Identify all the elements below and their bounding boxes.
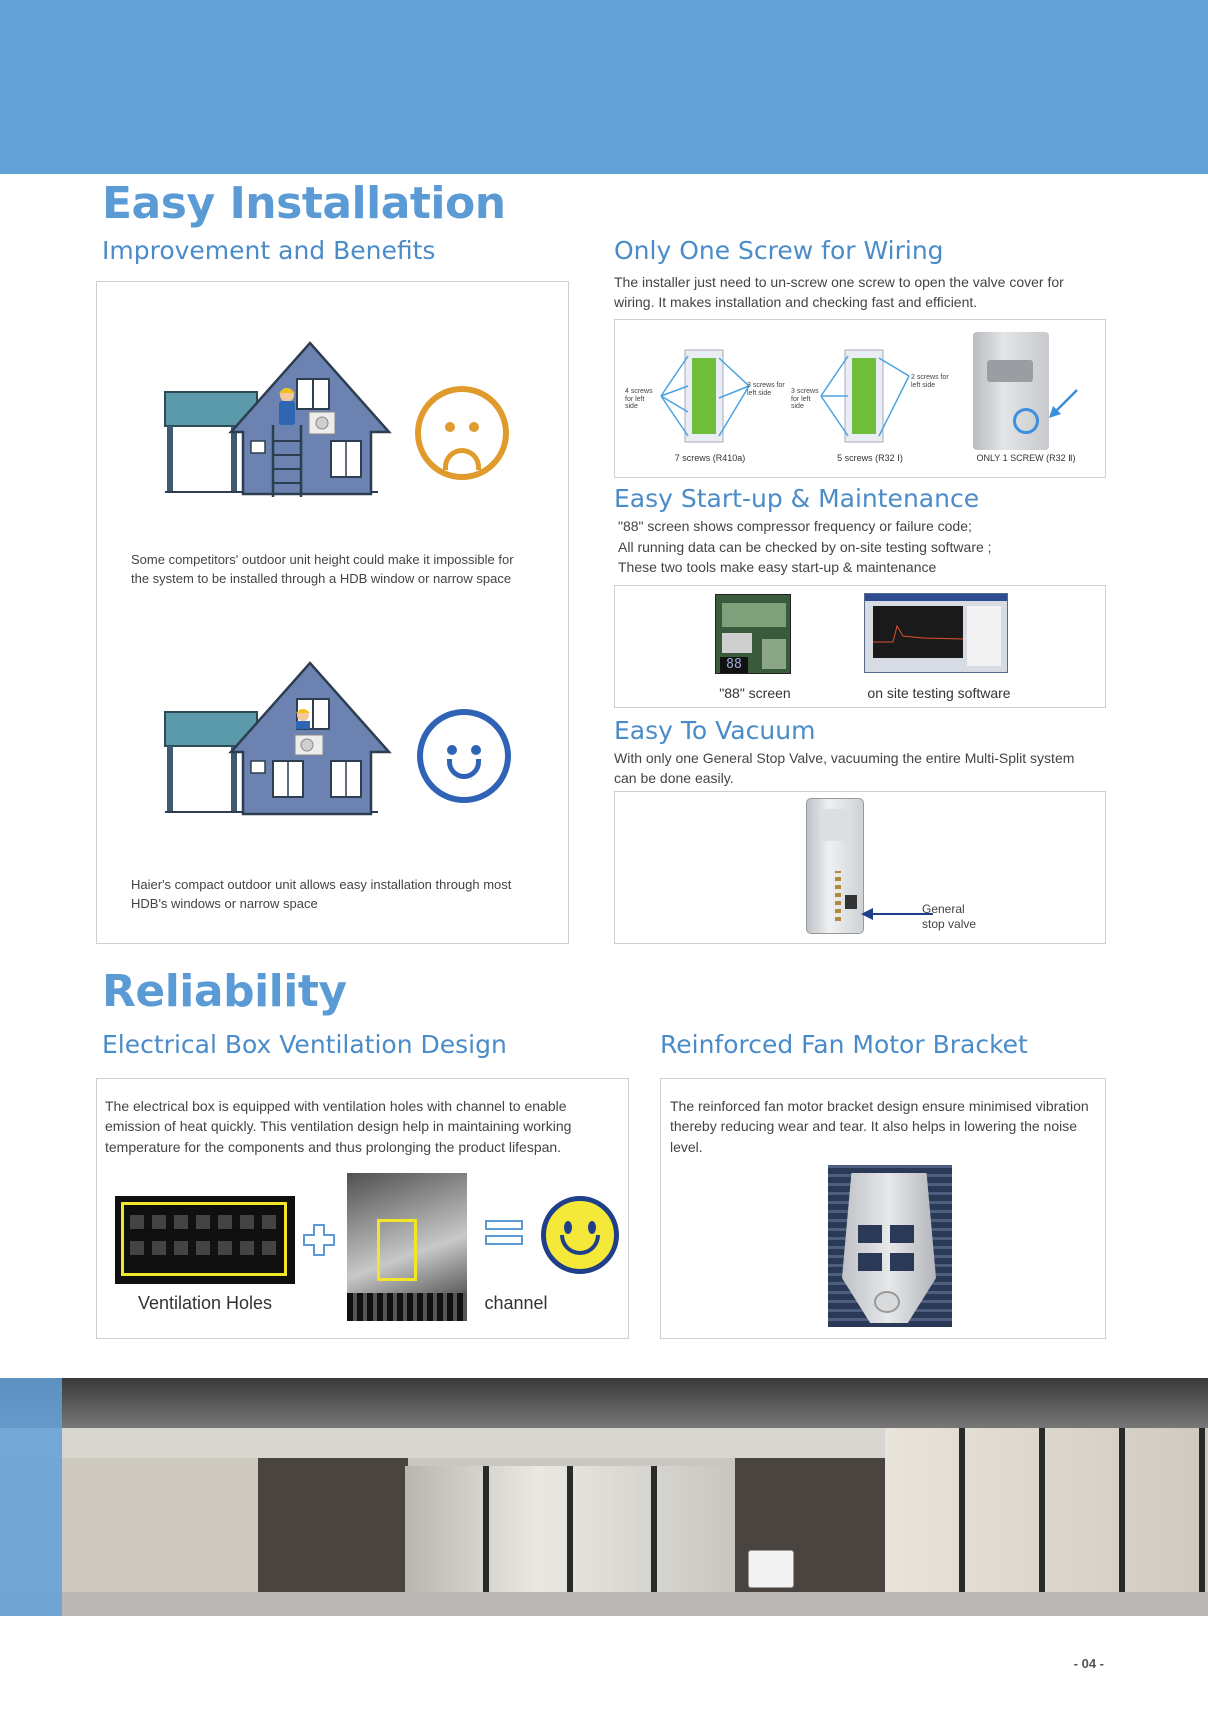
electrical-box-title: Electrical Box Ventilation Design bbox=[102, 1030, 507, 1059]
installation-comparison-panel bbox=[96, 281, 569, 944]
arrow-icon bbox=[1045, 386, 1081, 422]
one-screw-text: The installer just need to un-screw one screw to open the valve cover for wiring. It makes installation and checking fast and efficient. bbox=[614, 274, 1064, 311]
page-number: - 04 - bbox=[1073, 1656, 1104, 1671]
startup-title: Easy Start-up & Maintenance bbox=[614, 484, 980, 513]
startup-line-3: These two tools make easy start-up & maintenance bbox=[618, 559, 937, 575]
happy-face-icon bbox=[417, 709, 511, 803]
panel1-caption: 7 screws (R410a) bbox=[674, 453, 746, 463]
competitor-text: Some competitors' outdoor unit height could make it impossible for the system to be installed through a HDB window or narrow space bbox=[131, 552, 514, 586]
panel1-left-label: 4 screws for left side bbox=[625, 388, 653, 411]
caption-channel: channel bbox=[484, 1293, 548, 1313]
panel2-left-label: 3 screws for left side bbox=[791, 388, 819, 411]
fan-bracket-text: The reinforced fan motor bracket design ensure minimised vibration thereby reducing wear and tear. It also helps in lowering the noise level. bbox=[670, 1098, 1089, 1155]
startup-line-2: All running data can be checked by on-site testing software ; bbox=[618, 539, 992, 555]
reliability-title: Reliability bbox=[102, 966, 347, 1017]
testing-software-screenshot bbox=[864, 593, 1008, 673]
electrical-box-panel bbox=[96, 1078, 629, 1339]
vacuum-text: With only one General Stop Valve, vacuuming the entire Multi-Split system can be done easily. bbox=[614, 750, 1075, 787]
sad-face-icon bbox=[415, 386, 509, 480]
panel2-right-label: 2 screws for left side bbox=[911, 374, 949, 389]
single-screw-cover-photo bbox=[973, 332, 1049, 450]
fan-bracket-panel bbox=[660, 1078, 1106, 1339]
startup-line-1: "88" screen shows compressor frequency or failure code; bbox=[618, 518, 972, 534]
equals-icon bbox=[485, 1220, 523, 1246]
haier-text: Haier's compact outdoor unit allows easy installation through most HDB's windows or narrow space bbox=[131, 877, 512, 911]
caption-88-screen: "88" screen bbox=[719, 685, 791, 701]
panel2-caption: 5 screws (R32 Ⅰ) bbox=[837, 453, 903, 463]
pcb-88-screen-photo bbox=[715, 594, 791, 674]
smiley-icon bbox=[541, 1196, 619, 1274]
vacuum-title: Easy To Vacuum bbox=[614, 716, 816, 745]
caption-ventilation-holes: Ventilation Holes bbox=[137, 1293, 273, 1313]
improvement-subtitle: Improvement and Benefits bbox=[102, 236, 436, 265]
channel-photo bbox=[347, 1173, 467, 1321]
screw-comparison-panel bbox=[614, 319, 1106, 478]
electrical-box-text: The electrical box is equipped with ventilation holes with channel to enable emission of heat quickly. This ventilation design help in maintaining working temperature for the components and thus prolonging the product lifespan. bbox=[105, 1098, 572, 1155]
caption-testing-software: on site testing software bbox=[867, 685, 1011, 701]
stop-valve-photo bbox=[806, 798, 864, 934]
fan-bracket-title: Reinforced Fan Motor Bracket bbox=[660, 1030, 1028, 1059]
valve-cover-5-screws bbox=[815, 346, 935, 446]
ventilation-holes-photo bbox=[115, 1196, 295, 1284]
easy-installation-title: Easy Installation bbox=[102, 178, 506, 229]
digit-display: 88 bbox=[720, 657, 748, 673]
fan-bracket-photo bbox=[828, 1165, 952, 1327]
vacuum-panel bbox=[614, 791, 1106, 944]
one-screw-title: Only One Screw for Wiring bbox=[614, 236, 944, 265]
panel1-right-label: 3 screws for left side bbox=[747, 382, 785, 397]
top-color-band bbox=[0, 0, 1208, 174]
startup-tools-panel bbox=[614, 585, 1106, 708]
valve-label-line-1: General bbox=[922, 902, 965, 916]
building-courtyard-photo bbox=[0, 1378, 1208, 1616]
valve-label-line-2: stop valve bbox=[922, 917, 977, 931]
panel3-caption: ONLY 1 SCREW (R32 Ⅱ) bbox=[976, 453, 1076, 463]
plus-icon bbox=[303, 1224, 335, 1256]
